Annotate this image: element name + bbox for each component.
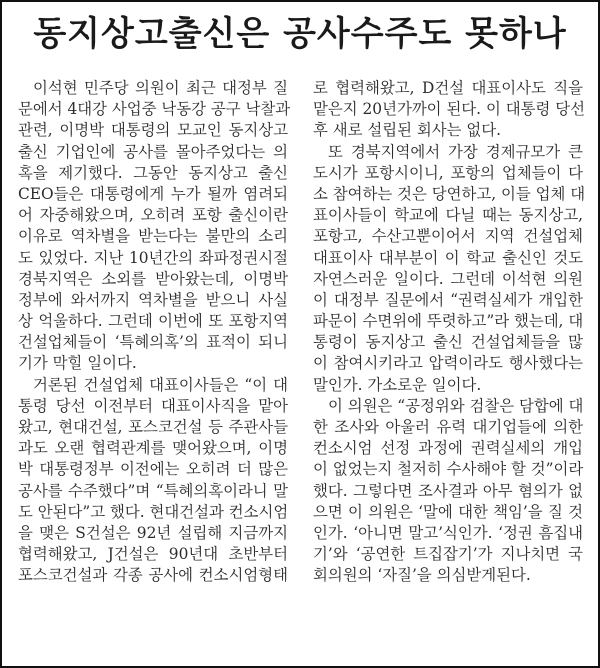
- article-line: 어 자중해왔으며, 오히려 포항 출신이란: [18, 206, 288, 225]
- article-line: 이 대정부 질문에서 “권력실세가 개입한: [313, 290, 583, 309]
- article-line: 출신 기업인에 공사를 몰아주었다는 의: [18, 142, 288, 161]
- article-line: 공사를 수주했다”며 “특혜의혹이라니 말: [18, 481, 288, 500]
- article-line: 이석현 민주당 의원이 최근 대정부 질: [33, 79, 288, 97]
- article-line: 으면 이 의원은 ‘말에 대한 책임’을 질 것: [313, 502, 583, 521]
- article-line: 도 있었다. 지난 10년간의 좌파정권시절: [18, 248, 288, 267]
- article-line: 포항고, 수산고뿐이어서 지역 건설업체: [313, 227, 583, 246]
- article-line: 통령 당선 이전부터 대표이사직을 맡아: [18, 396, 288, 415]
- article-line: 문에서 4대강 사업중 낙동강 공구 낙찰과: [18, 100, 291, 119]
- article-line: 포스코건설과 각종 공사에 컨소시엄형태: [18, 566, 288, 585]
- article-line: 정부에 와서까지 역차별을 받으니 사실: [18, 290, 288, 309]
- article-line: 박 대통령정부 이전에는 오히려 더 많은: [18, 460, 288, 479]
- article-line: 후 새로 설립된 회사는 없다.: [313, 121, 502, 140]
- article-line: 한 조사와 아울러 유력 대기업들에 의한: [313, 418, 583, 436]
- article-line: 로 협력해왔고, D건설 대표이사도 직을: [313, 79, 583, 97]
- article-line: 상 억울하다. 그런데 이번에 또 포항지역: [18, 312, 288, 331]
- article-line: 경북지역은 소외를 받아왔는데, 이명박: [18, 269, 288, 288]
- headline: 동지상고출신은 공사수주도 못하나: [33, 14, 567, 54]
- article-column-right: [313, 78, 586, 587]
- article-line: 이 참여시키라고 압력이라도 행사했다는: [313, 354, 583, 373]
- article-line: 통령이 동지상고 출신 건설업체들을 많: [313, 333, 583, 352]
- article-line: 또 경북지역에서 가장 경제규모가 큰: [328, 142, 583, 161]
- article-line: 이 의원은 “공정위와 검찰은 담합에 대: [328, 396, 584, 415]
- article-line: 을 맺은 S건설은 92년 설립해 지금까지: [18, 523, 288, 542]
- article-line: 왔고, 현대건설, 포스코건설 등 주관사들: [18, 418, 288, 436]
- article-line: 소 참여하는 것은 당연하고, 이들 업체 대: [313, 184, 586, 203]
- article-column-left: [18, 78, 291, 587]
- article-line: 이유로 역차별을 받는다는 불만의 소리: [18, 227, 288, 246]
- article-line: 인가. ‘아니면 말고’식인가. ‘정권 흠집내: [313, 523, 583, 542]
- article-line: 맡은지 20년가까이 된다. 이 대통령 당선: [313, 100, 585, 119]
- article-line: 대표이사 대부분이 이 학교 출신인 것도: [313, 248, 583, 267]
- article-line: 혹을 제기했다. 그동안 동지상고 출신: [18, 163, 288, 182]
- article-line: 파문이 수면위에 뚜렷하고”라 했는데, 대: [313, 312, 584, 331]
- article-line: 기’와 ‘공연한 트집잡기’가 지나치면 국: [313, 545, 583, 564]
- article-line: 회의원의 ‘자질’을 의심받게된다.: [313, 566, 531, 585]
- article-line: 이 없었는지 철저히 수사해야 할 것”이라: [313, 460, 584, 479]
- article-line: 거론된 건설업체 대표이사들은 “이 대: [33, 375, 288, 394]
- article-line: 관련, 이명박 대통령의 모교인 동지상고: [18, 121, 288, 140]
- article-line: 컨소시엄 선정 과정에 권력실세의 개입: [313, 439, 583, 458]
- article-line: CEO들은 대통령에게 누가 될까 염려되: [18, 184, 288, 203]
- article-line: 기가 막힐 일이다.: [18, 354, 137, 373]
- article-line: 말인가. 가소로운 일이다.: [313, 375, 482, 394]
- article-line: 도 안된다”고 했다. 현대건설과 컨소시엄: [18, 502, 289, 521]
- article-line: 도시가 포항시이니, 포항의 업체들이 다: [313, 163, 583, 182]
- article-line: 과도 오랜 협력관계를 맺어왔으며, 이명: [18, 439, 288, 458]
- article-line: 건설업체들이 ‘특혜의혹’의 표적이 되니: [18, 333, 288, 352]
- article-line: 협력해왔고, J건설은 90년대 초반부터: [18, 545, 288, 564]
- article-line: 표이사들이 학교에 다닐 때는 동지상고,: [313, 206, 583, 225]
- article-line: 자연스러운 일이다. 그런데 이석현 의원: [313, 269, 583, 288]
- article-line: 했다. 그렇다면 조사결과 아무 혐의가 없: [313, 481, 583, 500]
